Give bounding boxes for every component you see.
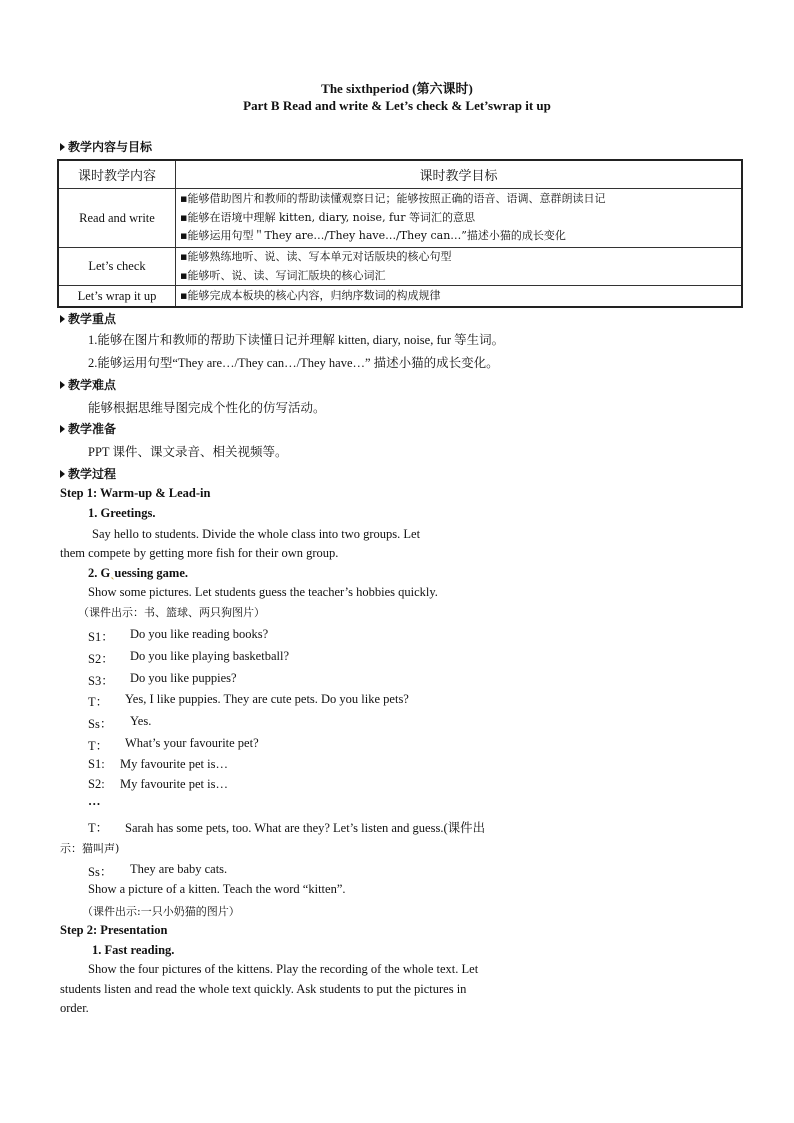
goal-item: ▪能够在语境中理解 kitten, diary, noise, fur 等词汇的意思	[180, 210, 475, 224]
dialog-text: My favourite pet is…	[120, 757, 228, 771]
step2-line2: students listen and read the whole text quickly. Ask students to put the pictures in	[60, 982, 467, 996]
dialog-speaker: S1:	[88, 757, 105, 771]
table-header-left: 课时教学内容	[58, 160, 176, 189]
dialog-text: What’s your favourite pet?	[125, 736, 259, 750]
dialog-speaker: S2：	[88, 652, 114, 666]
dialog-speaker: T：	[88, 739, 109, 753]
kitten-line: Show a picture of a kitten. Teach the word “kitten”.	[88, 882, 346, 896]
table-row	[58, 248, 742, 286]
bullet-triangle-icon	[60, 470, 65, 478]
dialog-text: My favourite pet is…	[120, 777, 228, 791]
section-process: 教学过程	[60, 465, 116, 482]
bullet-triangle-icon	[60, 315, 65, 323]
goals-table	[57, 159, 743, 308]
bullet-triangle-icon	[60, 381, 65, 389]
table-header-right: 课时教学目标	[176, 160, 743, 189]
dialog-ellipsis: …	[88, 794, 101, 808]
table-row	[58, 189, 742, 248]
dialog-speaker: S3：	[88, 674, 114, 688]
step2-line3: order.	[60, 1001, 89, 1015]
step2-line1: Show the four pictures of the kittens. Play the recording of the whole text. Let	[88, 962, 479, 976]
step1-sub1-line1: Say hello to students. Divide the whole class into two groups. Let	[92, 527, 421, 541]
doc-subtitle: Part B Read and write & Let’s check & Let’swrap it up	[243, 98, 551, 113]
step1-sub2-note: （课件出示：书、篮球、两只狗图片）	[78, 606, 265, 619]
section-difficulties: 教学难点	[60, 376, 116, 393]
goal-item: ▪能够听、说、读、写词汇版块的核心词汇	[180, 268, 386, 282]
dialog-text: They are baby cats.	[130, 862, 228, 876]
dialog-speaker: S2:	[88, 777, 105, 791]
dialog-speaker: Ss：	[88, 865, 113, 879]
dialog-speaker: S1：	[88, 630, 114, 644]
step1-sub1: 1. Greetings.	[88, 506, 156, 520]
table-row-goals	[176, 248, 743, 286]
dialog-text-cont: 示：猫叫声)	[60, 842, 120, 855]
dialog-text: Do you like playing basketball?	[130, 649, 289, 663]
dialog-text: Do you like puppies?	[130, 671, 237, 685]
step1-heading: Step 1: Warm-up & Lead-in	[60, 486, 211, 500]
section-key-points: 教学重点	[60, 310, 116, 327]
doc-title: The sixthperiod (第六课时)	[321, 81, 473, 96]
step1-sub2-line1: Show some pictures. Let students guess the teacher’s hobbies quickly.	[88, 585, 438, 599]
dialog-text: Yes.	[130, 714, 152, 728]
dialog-text: Sarah has some pets, too. What are they? Let’s listen and guess.(课件出	[125, 821, 486, 835]
goal-item: ▪能够借助图片和教师的帮助读懂观察日记；能够按照正确的语音、语调、意群朗读日记	[180, 192, 606, 206]
dialog-text: Do you like reading books?	[130, 627, 269, 641]
table-row	[58, 286, 742, 308]
table-row-goals	[176, 286, 743, 308]
dialog-speaker: T：	[88, 695, 109, 709]
kitten-note: （课件出示:一只小奶猫的图片）	[82, 905, 240, 918]
section-preparation: 教学准备	[60, 420, 116, 437]
bullet-triangle-icon	[60, 143, 65, 151]
table-row-label: Let’s wrap it up	[58, 286, 176, 308]
dialog-speaker: T：	[88, 821, 109, 835]
goal-item: ▪能够运用句型＂They are…/They have…/They can…”描述小猫的成长变化	[180, 229, 566, 243]
dialog-speaker: Ss：	[88, 717, 113, 731]
preparation-text: PPT 课件、课文录音、相关视频等。	[88, 445, 288, 459]
step1-sub2: 2. Gˎuessing game.	[88, 566, 189, 580]
step1-sub1-line2: them compete by getting more fish for their own group.	[60, 546, 339, 560]
step2-heading: Step 2: Presentation	[60, 923, 168, 937]
goal-item: ▪能够熟练地听、说、读、写本单元对话版块的核心句型	[180, 250, 452, 263]
bullet-triangle-icon	[60, 425, 65, 433]
table-header-row	[58, 160, 742, 189]
text-marker-icon: ˎ	[110, 566, 115, 580]
key-point-2: 2.能够运用句型“They are…/They can…/They have…” 描述小猫的成长变化。	[88, 356, 499, 370]
section-content-goals: 教学内容与目标	[60, 138, 152, 155]
table-row-label: Read and write	[58, 189, 176, 248]
dialog-text: Yes, I like puppies. They are cute pets. Do you like pets?	[125, 692, 409, 706]
key-point-1: 1.能够在图片和教师的帮助下读懂日记并理解 kitten, diary, noise, fur 等生词。	[88, 333, 505, 347]
table-row-label: Let’s check	[58, 248, 176, 286]
table-row-goals	[176, 189, 743, 248]
step2-sub1: 1. Fast reading.	[92, 943, 175, 957]
difficulty-text: 能够根据思维导图完成个性化的仿写活动。	[88, 401, 326, 415]
goal-item: ▪能够完成本板块的核心内容，归纳序数词的构成规律	[180, 288, 441, 302]
